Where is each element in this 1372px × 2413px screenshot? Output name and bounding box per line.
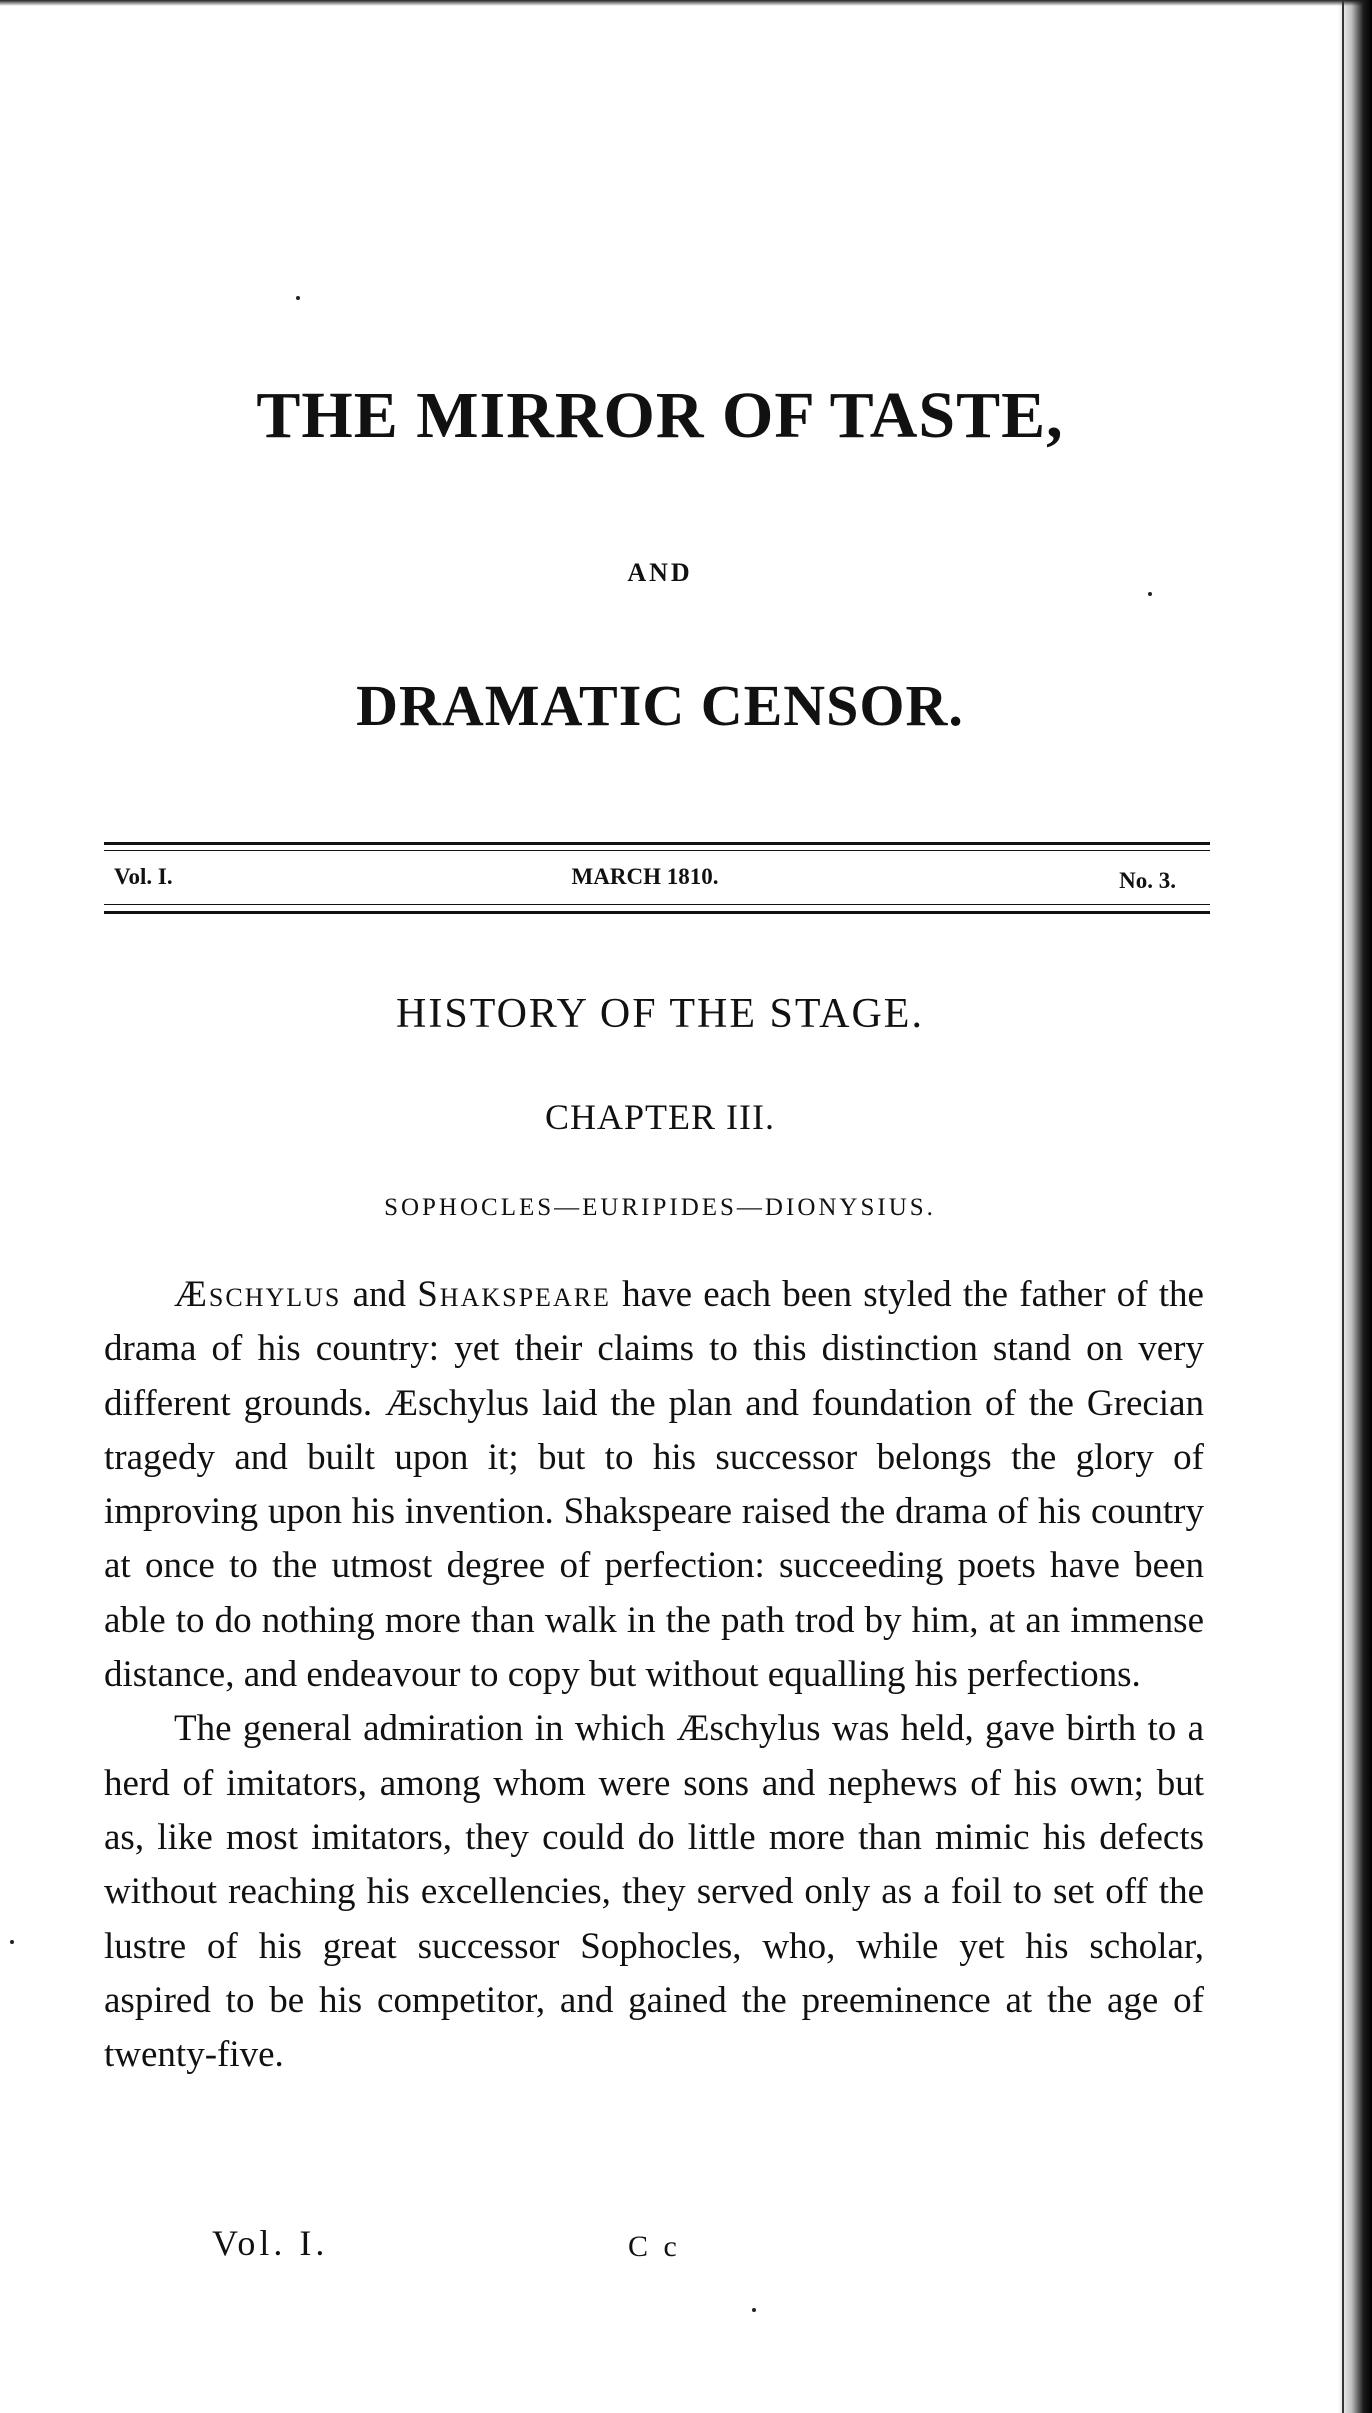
- dateline-volume: Vol. I.: [114, 864, 173, 889]
- title-conjunction: AND: [627, 558, 693, 587]
- page-binding-line: [1342, 0, 1344, 2413]
- scan-speck: [1148, 592, 1152, 596]
- dateline-bottom-rule: [104, 911, 1210, 914]
- signature-mark: C c: [628, 2230, 681, 2263]
- paragraph-1: [104, 1268, 1204, 1702]
- chapter-topics: SOPHOCLES—EURIPIDES—DIONYSIUS.: [384, 1194, 936, 1221]
- chapter-heading: CHAPTER III.: [545, 1097, 775, 1137]
- scan-speck: [10, 1940, 14, 1944]
- journal-title: THE MIRROR OF TASTE,: [256, 379, 1064, 452]
- journal-subtitle: DRAMATIC CENSOR.: [356, 673, 964, 738]
- lead-name-aeschylus: Æschylus: [174, 1274, 342, 1315]
- dateline-date: MARCH 1810.: [571, 864, 719, 889]
- lead-name-shakspeare: Shakspeare: [417, 1274, 611, 1315]
- footer-volume: Vol. I.: [212, 2223, 329, 2263]
- dateline-bottom-rule-thin: [104, 904, 1210, 905]
- article-heading: HISTORY OF THE STAGE.: [396, 991, 924, 1037]
- dateline-top-rule: [104, 842, 1210, 845]
- scan-speck: [752, 2308, 756, 2312]
- paragraph-text: and: [341, 1274, 418, 1315]
- dateline-number: No. 3.: [1119, 868, 1176, 893]
- paragraph-text: have each been styled the father of the drama of his country: yet their claims to this distinction stand on very different grounds. Æschylus laid the plan and foundation of the Grecian tragedy and built upon it; but to his successor belongs the glory of improving upon his invention. Shakspeare raised the drama of his country at once to the utmost degree of perfection: succeeding poets have been able to do nothing more than walk in the path trod by him, at an immense distance, and endeavour to copy but without equalling his perfections.: [104, 1274, 1204, 1696]
- scan-speck: [296, 296, 300, 300]
- article-body: [104, 1268, 1204, 2082]
- paragraph-2: The general admiration in which Æschylus was held, gave birth to a herd of imitators, among whom were sons and nephews of his own; but as, like most imitators, they could do little more than mimic his defects without reaching his excellencies, they served only as a foil to set off the lustre of his great successor Sophocles, who, while yet his scholar, aspired to be his competitor, and gained the preeminence at the age of twenty-five.: [104, 1708, 1204, 2076]
- dateline-top-rule-thin: [104, 850, 1210, 851]
- dateline: [114, 864, 1176, 898]
- page-top-edge: [0, 0, 1372, 6]
